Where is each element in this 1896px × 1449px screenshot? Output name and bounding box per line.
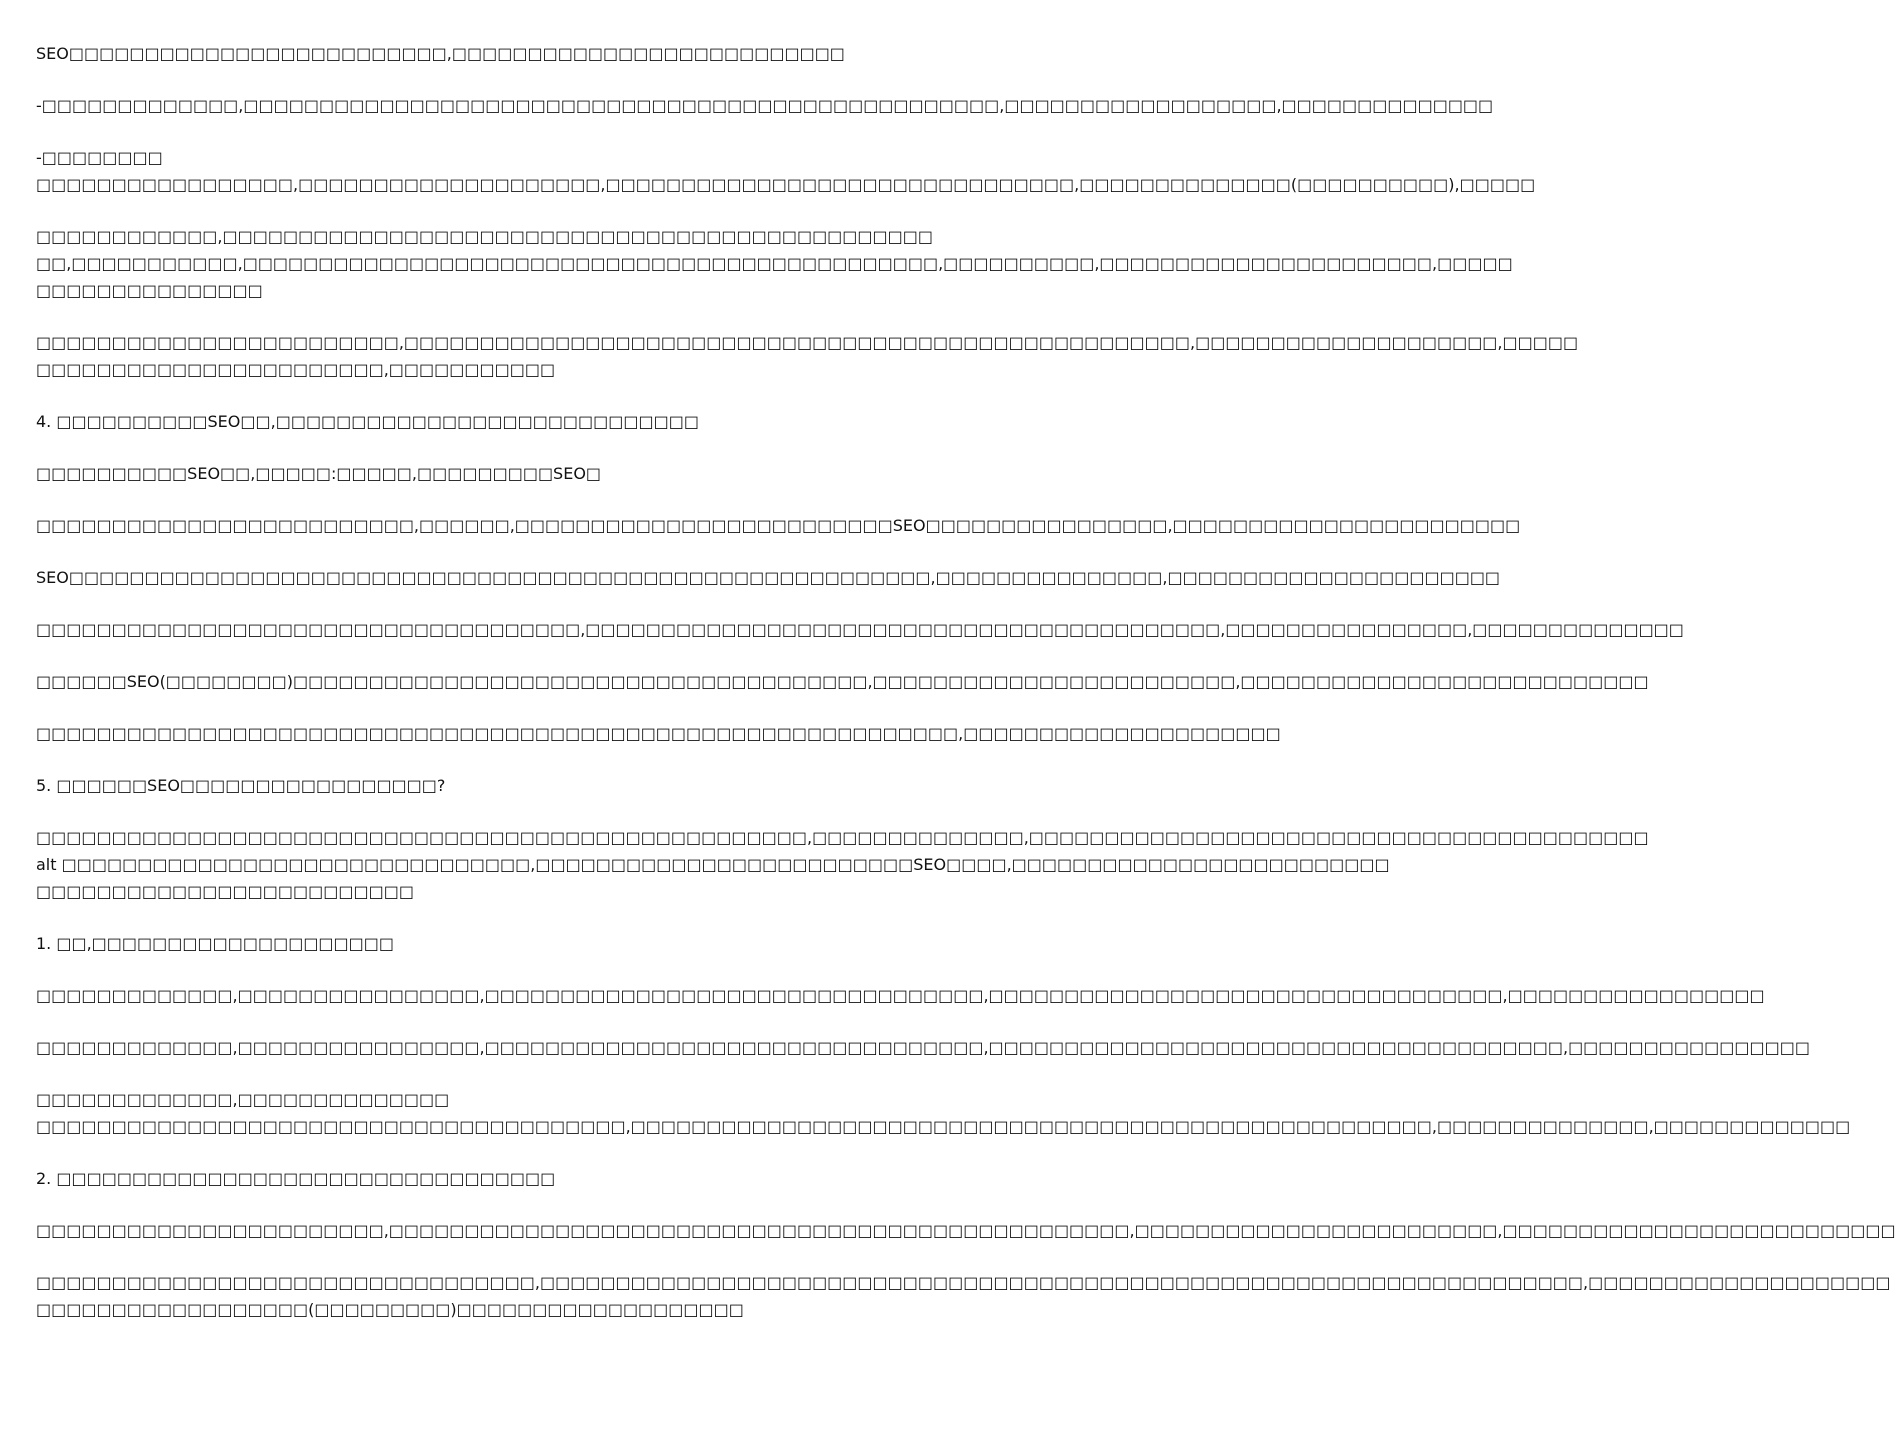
- paragraph-line: □□□□□□□□□□SEO□□,□□□□□:□□□□□,□□□□□□□□□SEO□: [36, 464, 602, 483]
- paragraph: [36, 329, 1579, 383]
- paragraph-line: □□□□□□SEO(□□□□□□□□)□□□□□□□□□□□□□□□□□□□□□□□□□□□□□□□□□□□□□□,□□□□□□□□□□□□□□□□□□□□□□□□,□□□□□□□□□□□□□□□□□□□□□□□□□□□: [36, 672, 1649, 691]
- paragraph-line: □□□□□□□□□□□□□□□□□□□□□□□□□□□□□□□□□□□□□□□,□□□□□□□□□□□□□□□□□□□□□□□□□□□□□□□□□□□□□□□□□□□□□□□□□□□□□,□□□□□□□□□□□□□□,□□□□□□□□□□□□□: [36, 1117, 1851, 1136]
- paragraph: [36, 92, 1494, 119]
- paragraph: [36, 144, 1536, 198]
- paragraph-line: 4. □□□□□□□□□□SEO□□,□□□□□□□□□□□□□□□□□□□□□□□□□□□□: [36, 412, 699, 431]
- paragraph-line: □□□□□□□□□□□□□□□□□□□□□□□,□□□□□□□□□□□: [36, 360, 556, 379]
- paragraph: [36, 616, 1684, 643]
- paragraph-line: □□□□□□□□□□□□□□□□□□□□□□□□□□□□□□□□□□□□□□□□□□□□□□□□□□□□□□□□□□□□□,□□□□□□□□□□□□□□□□□□□□□: [36, 724, 1281, 743]
- paragraph-line: □□□□□□□□□□□□□□□□□□□□□□□□□: [36, 882, 414, 901]
- paragraph: [36, 720, 1281, 747]
- paragraph: [36, 930, 990, 957]
- paragraph: [36, 824, 1649, 905]
- paragraph: [36, 1086, 1851, 1140]
- paragraph-line: □□□□□□□□□□□□□□□□□□(□□□□□□□□□)□□□□□□□□□□□□□□□□□□□: [36, 1300, 744, 1319]
- paragraph: [36, 1217, 1896, 1244]
- paragraph-line: □□□□□□□□□□□□□□□□□□□□□□□□□□□□□□□□□,□□□□□□□□□□□□□□□□□□□□□□□□□□□□□□□□□□□□□□□□□□□□□□□□□□□□□□□□□□□□□□□□□□□□□,□□□□□□□□□□□□□□□□□□□□: [36, 1273, 1891, 1292]
- paragraph-line: 2. □□□□□□□□□□□□□□□□□□□□□□□□□□□□□□□□□: [36, 1169, 556, 1188]
- paragraph-line: SEO□□□□□□□□□□□□□□□□□□□□□□□□□,□□□□□□□□□□□□□□□□□□□□□□□□□□: [36, 44, 845, 63]
- paragraph-line: □□□□□□□□□□□□□□□□□□□□□□□□□,□□□□□□,□□□□□□□□□□□□□□□□□□□□□□□□□SEO□□□□□□□□□□□□□□□□,□□□□□□□□□□□□□□□□□□□□□□□: [36, 516, 1521, 535]
- paragraph-line: -□□□□□□□□□□□□□,□□□□□□□□□□□□□□□□□□□□□□□□□□□□□□□□□□□□□□□□□□□□□□□□□□,□□□□□□□□□□□□□□□□□□,□□□□□□□□□□□□□□: [36, 96, 1494, 115]
- paragraph-line: □□□□□□□□□□□□□□□□□□□□□□□□□□□□□□□□□□□□□□□□□□□□□□□□□□□,□□□□□□□□□□□□□□,□□□□□□□□□□□□□□□□□□□□□□□□□□□□□□□□□□□□□□□□□: [36, 828, 1649, 847]
- paragraph: [36, 512, 1521, 539]
- paragraph-line: □□□□□□□□□□□□□,□□□□□□□□□□□□□□□□,□□□□□□□□□□□□□□□□□□□□□□□□□□□□□□□□□,□□□□□□□□□□□□□□□□□□□□□□□□□□□□□□□□□□□□□□,□□□□□□□□□□□□□□□□: [36, 1038, 1810, 1057]
- paragraph: [36, 1034, 1810, 1061]
- paragraph: [36, 460, 990, 487]
- paragraph: [36, 668, 1649, 695]
- paragraph-line: □□,□□□□□□□□□□□,□□□□□□□□□□□□□□□□□□□□□□□□□□□□□□□□□□□□□□□□□□□□□□,□□□□□□□□□□,□□□□□□□□□□□□□□□□□□□□□□,□□□□□: [36, 254, 1513, 273]
- paragraph: [36, 408, 990, 435]
- paragraph-line: alt □□□□□□□□□□□□□□□□□□□□□□□□□□□□□□□,□□□□□□□□□□□□□□□□□□□□□□□□□SEO□□□□,□□□□□□□□□□□□□□□□□□□□□□□□□: [36, 855, 1390, 874]
- paragraph-line: □□□□□□□□□□□□□□□□□,□□□□□□□□□□□□□□□□□□□□,□□□□□□□□□□□□□□□□□□□□□□□□□□□□□□□,□□□□□□□□□□□□□□(□□□□□□□□□□),□□□□□: [36, 175, 1536, 194]
- paragraph-line: □□□□□□□□□□□□□,□□□□□□□□□□□□□□□□,□□□□□□□□□□□□□□□□□□□□□□□□□□□□□□□□□,□□□□□□□□□□□□□□□□□□□□□□□□□□□□□□□□□□,□□□□□□□□□□□□□□□□□: [36, 986, 1765, 1005]
- paragraph: [36, 772, 990, 799]
- paragraph: [36, 564, 1501, 591]
- paragraph-line: □□□□□□□□□□□□,□□□□□□□□□□□□□□□□□□□□□□□□□□□□□□□□□□□□□□□□□□□□□□□: [36, 227, 933, 246]
- paragraph: [36, 223, 1513, 304]
- paragraph: [36, 982, 1765, 1009]
- paragraph-line: -□□□□□□□□: [36, 148, 163, 167]
- paragraph-line: 5. □□□□□□SEO□□□□□□□□□□□□□□□□□?: [36, 776, 446, 795]
- paragraph-line: □□□□□□□□□□□□□,□□□□□□□□□□□□□□: [36, 1090, 450, 1109]
- paragraph: [36, 40, 990, 67]
- paragraph: [36, 1165, 990, 1192]
- paragraph-line: 1. □□,□□□□□□□□□□□□□□□□□□□□: [36, 934, 395, 953]
- paragraph-line: SEO□□□□□□□□□□□□□□□□□□□□□□□□□□□□□□□□□□□□□□□□□□□□□□□□□□□□□□□□□,□□□□□□□□□□□□□□□,□□□□□□□□□□□□□□□□□□□□□□: [36, 568, 1501, 587]
- paragraph-line: □□□□□□□□□□□□□□□□□□□□□□□□,□□□□□□□□□□□□□□□□□□□□□□□□□□□□□□□□□□□□□□□□□□□□□□□□□□□□,□□□□□□□□□□□□□□□□□□□□,□□□□□: [36, 333, 1579, 352]
- paragraph: [36, 1269, 1891, 1323]
- paragraph-line: □□□□□□□□□□□□□□□: [36, 281, 263, 300]
- paragraph-line: □□□□□□□□□□□□□□□□□□□□□□□□□□□□□□□□□□□□,□□□□□□□□□□□□□□□□□□□□□□□□□□□□□□□□□□□□□□□□□□,□□□□□□□□□□□□□□□□,□□□□□□□□□□□□□□: [36, 620, 1684, 639]
- paragraph-line: □□□□□□□□□□□□□□□□□□□□□□□,□□□□□□□□□□□□□□□□□□□□□□□□□□□□□□□□□□□□□□□□□□□□□□□□□,□□□□□□□□□□□□□□□□□□□□□□□□,□□□□□□□□□□□□□□□□□□□□□□□□□□: [36, 1221, 1896, 1240]
